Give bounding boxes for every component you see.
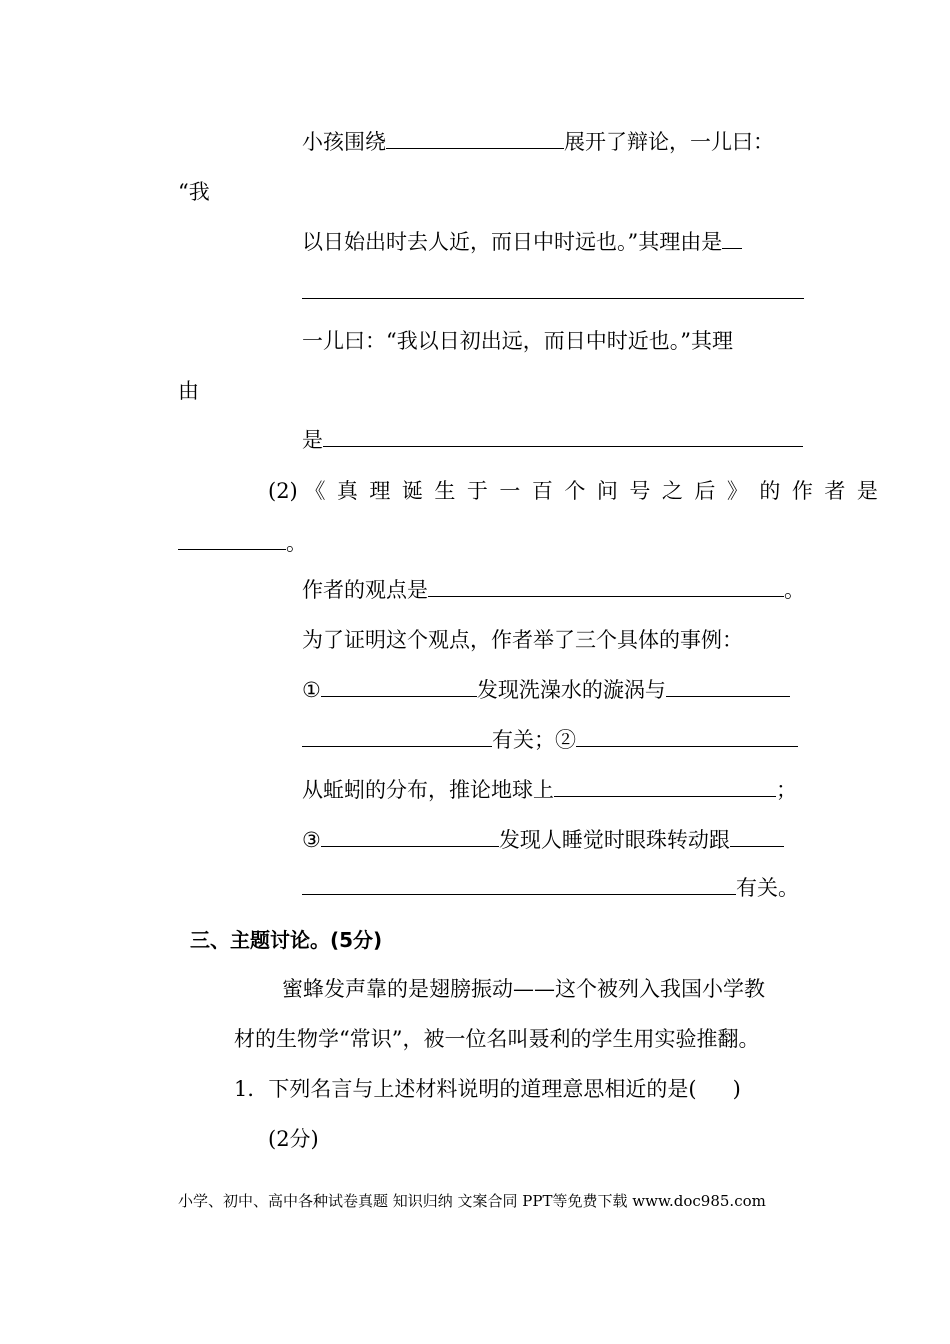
viewpoint-line	[302, 575, 805, 605]
answer-blank[interactable]	[302, 874, 736, 895]
question-1-score: (2分)	[268, 1127, 319, 1151]
text: 有关；	[492, 728, 555, 752]
example-3-cont	[302, 873, 799, 903]
example-3	[302, 825, 784, 855]
answer-blank[interactable]	[302, 726, 492, 747]
text: 有关。	[736, 876, 799, 900]
answer-blank[interactable]	[321, 676, 477, 697]
material-line-2: 材的生物学“常识”，被一位名叫聂利的学生用实验推翻。	[234, 1027, 760, 1051]
part2-title-line	[268, 476, 889, 506]
line-1-wrap: “我	[178, 180, 210, 204]
question-number: 1．	[234, 1077, 269, 1101]
answer-blank[interactable]	[666, 676, 790, 697]
section-heading: 三、主题讨论。(5分)	[190, 928, 383, 952]
circled-two: ②	[555, 728, 576, 752]
footer: 小学、初中、高中各种试卷真题 知识归纳 文案合同 PPT等免费下载 www.doc985.com	[178, 1192, 766, 1210]
answer-blank[interactable]	[730, 826, 784, 847]
answer-line[interactable]	[302, 298, 804, 299]
text: 作者的观点是	[302, 578, 428, 602]
text: 以日始出时去人近，而日中时远也。”其理由是	[302, 230, 723, 254]
question-1	[234, 1074, 741, 1104]
answer-blank[interactable]	[428, 576, 784, 597]
text: 展开了辩论，一儿曰：	[564, 130, 774, 154]
question-text: 《真理诞生于一百个问号之后》的作者是	[304, 479, 890, 503]
example-intro: 为了证明这个观点，作者举了三个具体的事例：	[302, 628, 743, 652]
text: 从蚯蚓的分布，推论地球上	[302, 778, 554, 802]
text: ；	[776, 778, 797, 802]
text: 。	[784, 578, 805, 602]
bracket-close: )	[732, 1077, 741, 1101]
circled-one: ①	[302, 678, 321, 702]
text: 发现人睡觉时眼珠转动跟	[498, 828, 730, 852]
part-number: (2)	[268, 479, 298, 503]
line-4	[302, 425, 803, 455]
line-3-wrap: 由	[178, 379, 199, 403]
text: 发现洗澡水的漩涡与	[476, 678, 666, 702]
answer-blank[interactable]	[178, 529, 286, 550]
question-text: 下列名言与上述材料说明的道理意思相近的是(	[268, 1077, 697, 1101]
circled-three: ③	[302, 828, 321, 852]
line-1	[302, 127, 774, 157]
author-line	[178, 528, 307, 558]
material-line-1: 蜜蜂发声靠的是翅膀振动——这个被列入我国小学教	[282, 977, 765, 1001]
example-2	[302, 775, 797, 805]
line-3: 一儿曰：“我以日初出远，而日中时近也。”其理	[302, 329, 733, 353]
answer-blank[interactable]	[576, 726, 798, 747]
text: 。	[286, 531, 307, 555]
line-2	[302, 227, 742, 257]
example-1-cont	[302, 725, 798, 755]
example-1	[302, 675, 790, 705]
text: 是	[302, 428, 323, 452]
text: 小孩围绕	[302, 130, 386, 154]
answer-blank[interactable]	[323, 426, 803, 447]
answer-blank[interactable]	[386, 128, 564, 149]
answer-blank[interactable]	[722, 228, 742, 249]
answer-blank[interactable]	[321, 826, 499, 847]
answer-blank[interactable]	[554, 776, 776, 797]
